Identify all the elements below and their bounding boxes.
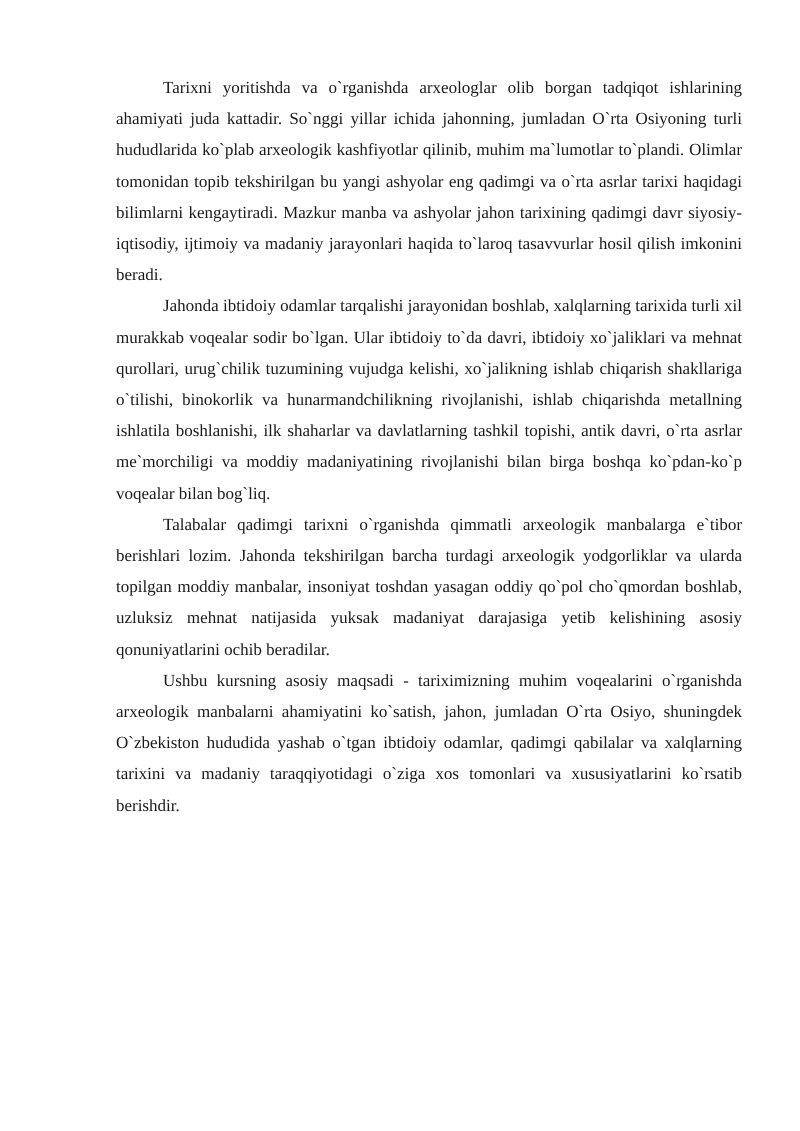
paragraph: Tarixni yoritishda va o`rganishda arxeologlar olib borgan tadqiqot ishlarining ahamiyati juda kattadir. So`nggi yillar ichida jahonning, jumladan O`rta Osiyoning turli hududlarida ko`plab arxeologik kashfiyotlar qilinib, muhim ma`lumotlar to`plandi. Olimlar tomonidan topib tekshirilgan bu yangi ashyolar eng qadimgi va o`rta asrlar tarixi haqidagi bilimlarni kengaytiradi. Mazkur manba va ashyolar jahon tarixining qadimgi davr siyosiy-iqtisodiy, ijtimoiy va madaniy jarayonlari haqida to`laroq tasavvurlar hosil qilish imkonini beradi. (116, 78, 742, 285)
paragraph: Jahonda ibtidoiy odamlar tarqalishi jarayonidan boshlab, xalqlarning tarixida turli xil murakkab voqealar sodir bo`lgan. Ular ibtidoiy to`da davri, ibtidoiy xo`jaliklari va mehnat qurollari, urug`chilik tuzumining vujudga kelishi, xo`jalikning ishlab chiqarish shakllariga o`tilishi, binokorlik va hunarmandchilikning rivojlanishi, ishlab chiqarishda metallning ishlatila boshlanishi, ilk shaharlar va davlatlarning tashkil topishi, antik davri, o`rta asrlar me`morchiligi va moddiy madaniyatining rivojlanishi bilan birga boshqa ko`pdan-ko`p voqealar bilan bog`liq. (116, 296, 742, 503)
paragraph: Ushbu kursning asosiy maqsadi - tariximizning muhim voqealarini o`rganishda arxeologik manbalarni ahamiyatini ko`satish, jahon, jumladan O`rta Osiyo, shuningdek O`zbekiston hududida yashab o`tgan ibtidoiy odamlar, qadimgi qabilalar va xalqlarning tarixini va madaniy taraqqiyotidagi o`ziga xos tomonlari va xususiyatlarini ko`rsatib berishdir. (116, 670, 742, 815)
document-body (116, 72, 742, 821)
paragraph: Talabalar qadimgi tarixni o`rganishda qimmatli arxeologik manbalarga e`tibor berishlari lozim. Jahonda tekshirilgan barcha turdagi arxeologik yodgorliklar va ularda topilgan moddiy manbalar, insoniyat toshdan yasagan oddiy qo`pol cho`qmordan boshlab, uzluksiz mehnat natijasida yuksak madaniyat darajasiga yetib kelishining asosiy qonuniyatlarini ochib beradilar. (116, 514, 742, 659)
